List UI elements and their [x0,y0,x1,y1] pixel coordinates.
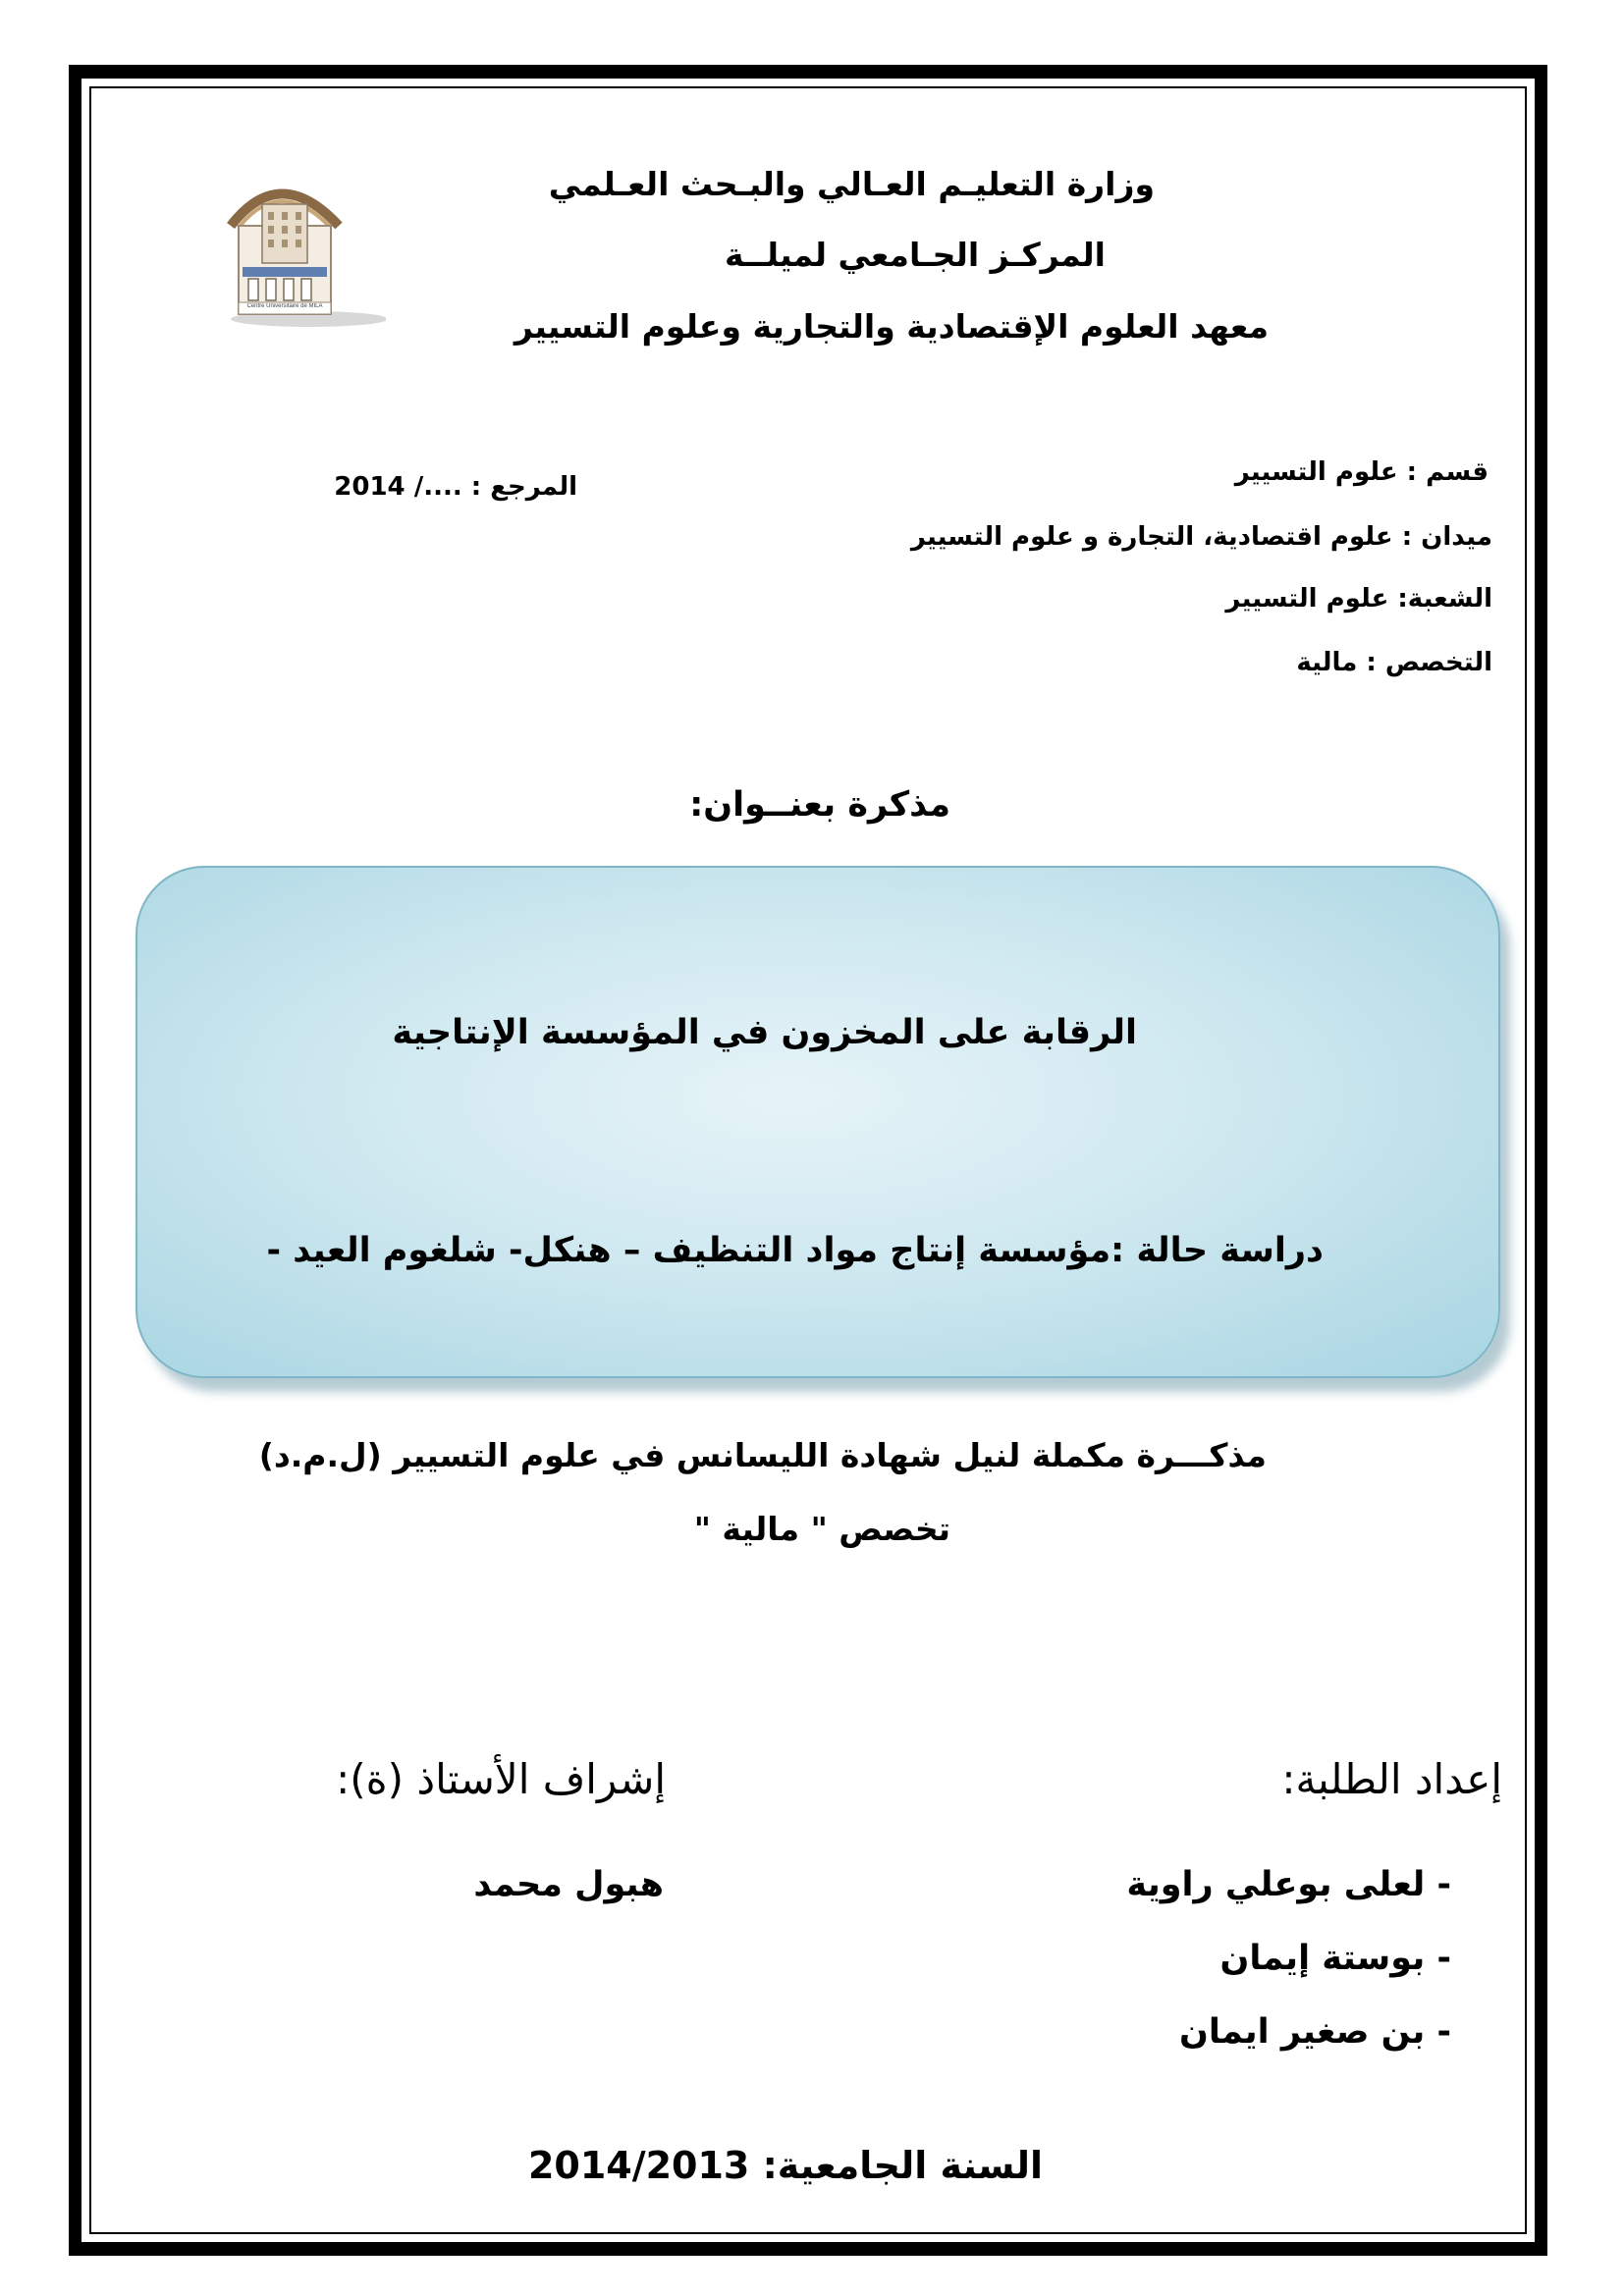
academic-year: السنة الجامعية: 2014/2013 [527,2144,1043,2187]
student-name: - لعلى بوعلي راوية [1126,1865,1451,1904]
department-label: قسم : علوم التسيير [1234,457,1489,487]
degree-line-2: تخصص " مالية " [693,1510,950,1548]
thesis-title: الرقابة على المخزون في المؤسسة الإنتاجية [392,1013,1137,1052]
field-label: ميدان : علوم اقتصادية، التجارة و علوم التسيير [910,522,1492,552]
branch-label: الشعبة: علوم التسيير [1225,584,1492,614]
supervisor-heading: إشراف الأستاذ (ة): [336,1755,666,1803]
university-logo [201,157,386,329]
ministry-name: وزارة التعليـم العـالي والبـحث العـلمي [548,165,1155,203]
students-heading: إعداد الطلبة: [1281,1755,1502,1803]
student-name: - بوستة إيمان [1219,1939,1451,1978]
institute-name: معهد العلوم الإقتصادية والتجارية وعلوم التسيير [514,307,1269,346]
degree-line-1: مذكـــرة مكملة لنيل شهادة الليسانس في علوم التسيير (ل.م.د) [258,1436,1267,1474]
specialty-label: التخصص : مالية [1296,648,1492,677]
reference-label: المرجع : ..../ 2014 [334,472,577,502]
supervisor-name: هبول محمد [473,1865,664,1904]
university-center-name: المركـز الجـامعي لميلــة [725,236,1106,274]
student-name: - بن صغير ايمان [1179,2012,1451,2052]
case-study: دراسة حالة :مؤسسة إنتاج مواد التنظيف – هنكل- شلغوم العيد - [266,1231,1324,1270]
title-box [135,866,1500,1378]
memo-heading: مذكرة بعنــوان: [689,785,950,825]
logo-caption: Centre Universitaire de MILA [246,303,323,309]
